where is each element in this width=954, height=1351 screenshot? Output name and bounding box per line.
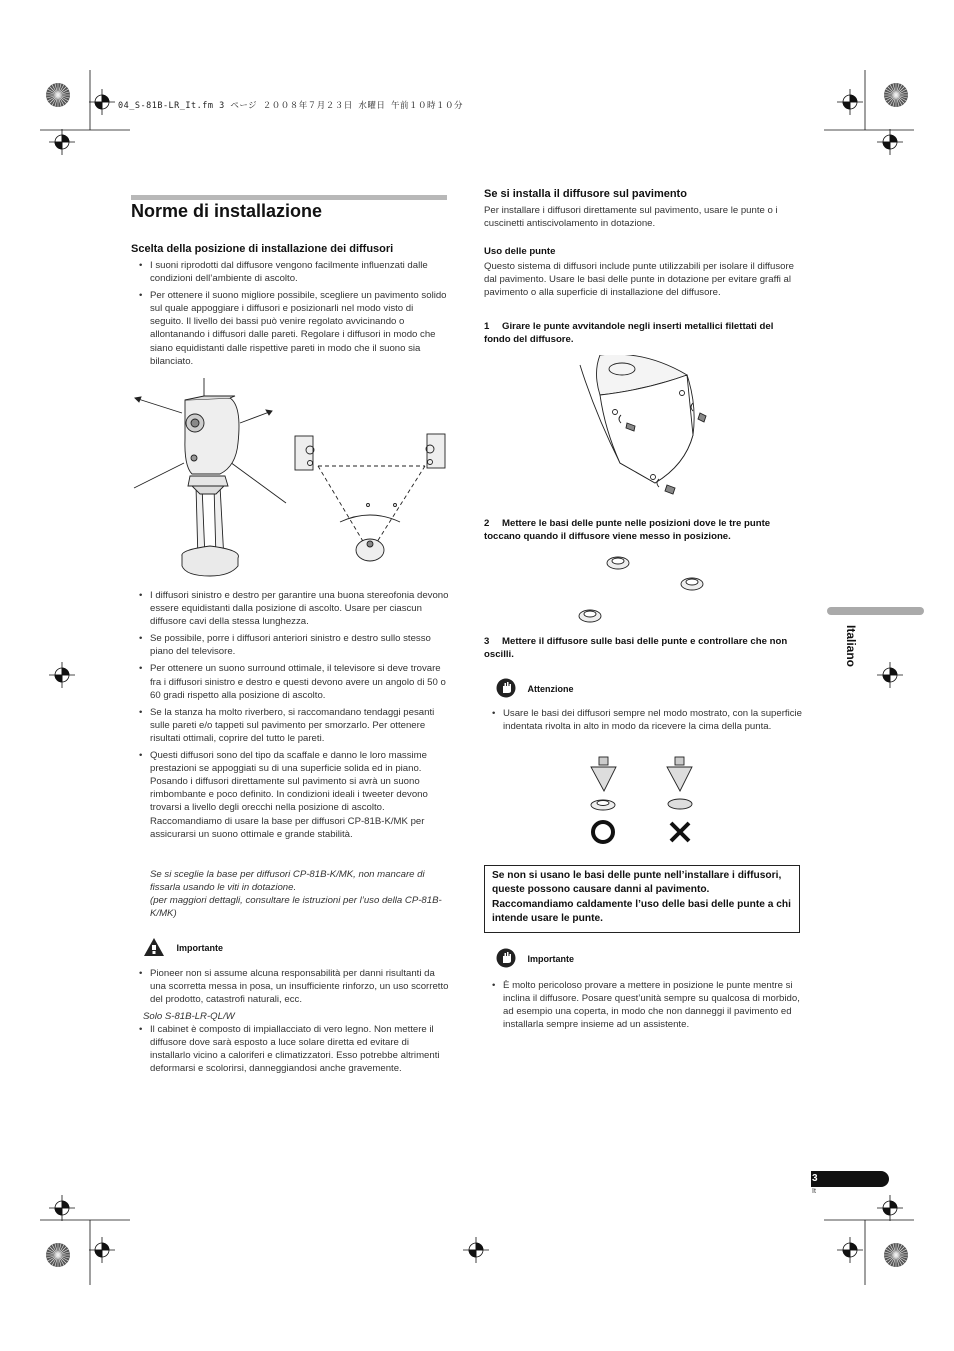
file-header-line: 04_S-81B-LR_It.fm 3 ページ ２００８年７月２３日 水曜日 午前１０時１０分 — [118, 101, 464, 111]
title-rule — [131, 195, 447, 200]
caution-block — [496, 678, 573, 698]
spikes-subheading: Uso delle punte — [484, 246, 556, 257]
list-item: • È molto pericoloso provare a mettere in posizione le punte mentre si inclina il diffusore. Posare quest’unità sempre su qualcosa di morbido, ad esempio una coperta, in modo che non danneggi il pavimento ed installarla sempre insieme ad un assistente. — [484, 979, 802, 1031]
correct-incorrect-illustration — [585, 755, 700, 847]
important-block-right — [496, 948, 574, 968]
list-item: • Per ottenere il suono migliore possibile, scegliere un pavimento solido sul quale appoggiare i diffusori e posizionarli nel modo visto di seguito. Il livello dei bassi può venire regolato avvicinando o allontanando i diffusori dalle pareti. Regolare i diffusori in modo che siano equidistanti dalle rispettive pareti in modo che il suono sia bilanciato. — [131, 289, 449, 368]
spikes-text: Questo sistema di diffusori include punte utilizzabili per isolare il diffusore dal pavimento. Usare le basi delle punte in dotazione per evitare graffi al pavimento o alla superficie di installazione del diffusore. — [484, 261, 795, 299]
model-note: Solo S-81B-LR-QL/W — [143, 1011, 235, 1022]
warning-icon — [143, 937, 165, 957]
page-title: Norme di installazione — [131, 201, 323, 221]
step-2: 2 Mettere le basi delle punte nelle posizioni dove le tre punte toccano quando il diffusore viene messo in posizione. — [484, 518, 771, 543]
caution-hand-icon — [496, 948, 516, 968]
caution-label: Attenzione — [527, 684, 574, 695]
solo-list — [131, 1023, 449, 1079]
caution-list — [484, 707, 802, 737]
page-number-bar — [811, 1171, 889, 1187]
floor-heading: Se si installa il diffusore sul pavimento — [484, 188, 687, 200]
step-1: 1 Girare le punte avvitandole negli inserti metallici filettati del fondo del diffusore. — [484, 321, 774, 346]
bullet-list-top — [131, 259, 449, 372]
italic-note: (per maggiori dettagli, consultare le istruzioni per l’uso della CP-81B-K/MK) — [150, 895, 442, 920]
important-label: Importante — [527, 954, 574, 965]
language-code: It — [812, 1188, 816, 1195]
important-list-right — [484, 979, 802, 1035]
warning-box-text: Se non si usano le basi delle punte nell’installare i diffusori, queste possono causare danni al pavimento. Raccomandiamo caldamente l’uso delle basi delle punte a chi intende usare le punte. — [492, 870, 791, 924]
important-label: Importante — [176, 943, 223, 954]
list-item: • Usare le basi dei diffusori sempre nel modo mostrato, con la superficie indentata rivolta in alto in modo da ricevere la cima della punta. — [484, 707, 802, 733]
important-block — [143, 937, 223, 957]
speaker-placement-illustration — [130, 378, 450, 583]
language-tab-label: Italiano — [844, 625, 858, 668]
list-item: • Se possibile, porre i diffusori anteriori sinistro e destro sullo stesso piano del televisore. — [131, 632, 449, 658]
list-item: • I diffusori sinistro e destro per garantire una buona stereofonia devono essere equidistanti dalla posizione di ascolto. Usare per ciascun diffusore cavi della stessa lunghezza. — [131, 589, 449, 628]
page-number: 3 — [812, 1173, 818, 1184]
list-item: • Per ottenere un suono surround ottimale, il televisore si deve trovare fra i diffusori sinistro e destro e questi devono avere un angolo di 50 o 60 gradi rispetto alla posizione di ascolto. — [131, 662, 449, 701]
italic-note: Se si sceglie la base per diffusori CP-81B-K/MK, non mancare di fissarla usando le viti in dotazione. — [150, 869, 425, 894]
step-3: 3 Mettere il diffusore sulle basi delle punte e controllare che non oscilli. — [484, 636, 788, 661]
list-item: • I suoni riprodotti dal diffusore vengono facilmente influenzati dalle condizioni dell’ambiente di ascolto. — [131, 259, 449, 285]
list-item: • Il cabinet è composto di impiallacciato di vero legno. Non mettere il diffusore dove sarà esposto a luce solare diretta ed evitare di installarlo vicino a caloriferi e climatizzatori. Esso potrebbe altrimenti deformarsi e scolorirsi, danneggiandosi anche gravemente. — [131, 1023, 449, 1075]
language-tab-bar — [827, 607, 924, 615]
important-list — [131, 967, 449, 1010]
warning-box — [484, 865, 800, 933]
caution-hand-icon — [496, 678, 516, 698]
spike-bases-illustration — [575, 552, 705, 627]
bullet-list-bottom — [131, 589, 449, 845]
spike-mounting-illustration — [575, 355, 715, 505]
list-item: • Questi diffusori sono del tipo da scaffale e danno le loro massime prestazioni se appoggiati su di una superficie solida ed in piano. Posando i diffusori direttamente sul pavimento si avrà un suono rimbombante e poco definito. In condizioni ideali i tweeter devono trovarsi a livello degli orecchi nella posizione di ascolto. Raccomandiamo di usare la base per diffusori CP-81B-K/MK per assicurarsi un suono ottimale e grande stabilità. — [131, 749, 449, 841]
list-item: • Pioneer non si assume alcuna responsabilità per danni risultanti da una scorretta messa in posa, un insufficiente rinforzo, un uso scorretto del prodotto, catastrofi naturali, ecc. — [131, 967, 449, 1006]
floor-intro: Per installare i diffusori direttamente sul pavimento, usare le punte o i cuscinetti antiscivolamento in dotazione. — [484, 205, 778, 230]
list-item: • Se la stanza ha molto riverbero, si raccomandano tendaggi pesanti sulle pareti e/o tappeti sul pavimento per smorzarlo. Per ottenere risultati ottimali, coprire del tutto le pareti. — [131, 706, 449, 745]
section-heading: Scelta della posizione di installazione dei diffusori — [131, 243, 394, 255]
